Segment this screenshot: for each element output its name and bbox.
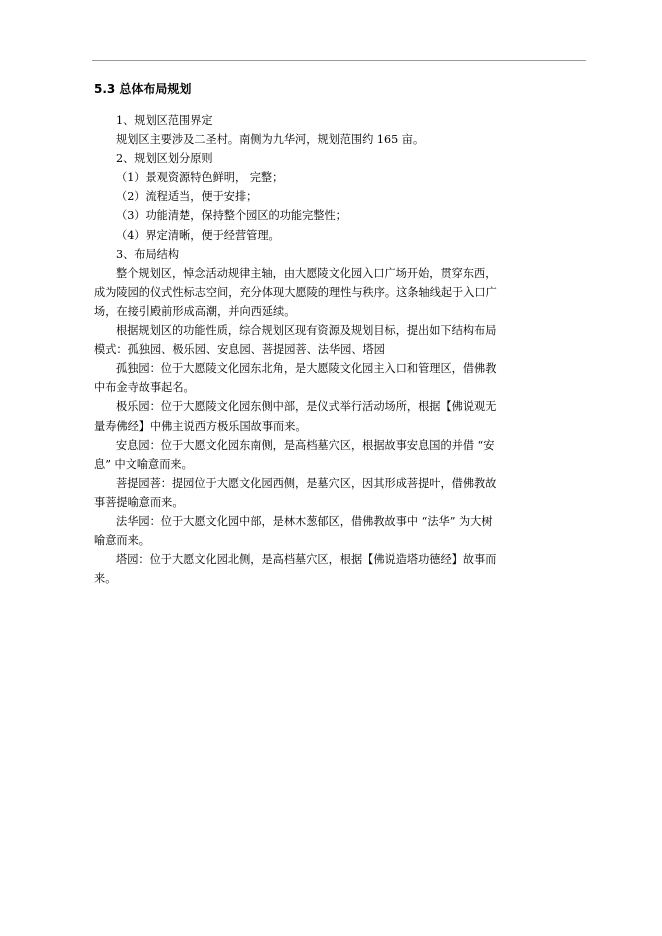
body-text [94,111,580,588]
text-line: 菩提园菩：提园位于大愿文化园西侧，是墓穴区，因其形成菩提叶，借佛教故 [116,476,497,490]
text-line: 事菩提喻意而来。 [94,495,184,509]
text-line: 模式：孤独园、极乐园、安息园、菩提园菩、法华园、塔园 [94,343,385,357]
text-line: 喻意而来。 [94,534,150,548]
text-line: 成为陵园的仪式性标志空间，充分体现大愿陵的理性与秩序。这条轴线起于入口广 [94,285,497,299]
text-line: （3）功能清楚，保持整个园区的功能完整性； [116,209,347,223]
text-line: 量寿佛经】中佛主说西方极乐国故事而来。 [94,419,307,433]
header-rule [92,60,586,61]
text-line: 来。 [94,572,117,586]
text-line: 规划区主要涉及二圣村。南侧为九华河，规划范围约 165 亩。 [116,133,425,147]
text-line: （2）流程适当，便于安排； [116,190,258,204]
text-line: 整个规划区，悼念活动规律主轴，由大愿陵文化园入口广场开始，贯穿东西， [116,266,497,280]
text-line: 1、规划区范围界定 [116,114,213,127]
text-line: 2、规划区划分原则 [116,152,213,166]
text-line: （4）界定清晰，便于经营管理。 [116,228,280,242]
text-line: 根据规划区的功能性质，综合规划区现有资源及规划目标，提出如下结构布局 [116,324,497,338]
text-line: 孤独园：位于大愿陵文化园东北角，是大愿陵文化园主入口和管理区，借佛教 [116,362,497,376]
text-line: 极乐园：位于大愿陵文化园东侧中部，是仪式举行活动场所，根据【佛说观无 [116,400,497,414]
section-title: 5.3 总体布局规划 [94,82,192,96]
text-line: 塔园：位于大愿文化园北侧，是高档墓穴区，根据【佛说造塔功德经】故事而 [116,553,497,567]
text-line: 安息园：位于大愿文化园东南侧，是高档墓穴区，根据故事安息国的并借 “安 [116,438,495,452]
text-line: 场，在接引殿前形成高潮，并向西延续。 [94,304,296,318]
text-line: 中布金寺故事起名。 [94,381,195,395]
text-line: 3、布局结构 [116,247,180,261]
text-line: （1）景观资源特色鲜明， 完整； [116,171,284,185]
text-line: 法华园：位于大愿文化园中部，是林木葱郁区，借佛教故事中 “法华” 为大树 [116,514,493,528]
text-line: 息” 中文喻意而来。 [94,457,193,471]
